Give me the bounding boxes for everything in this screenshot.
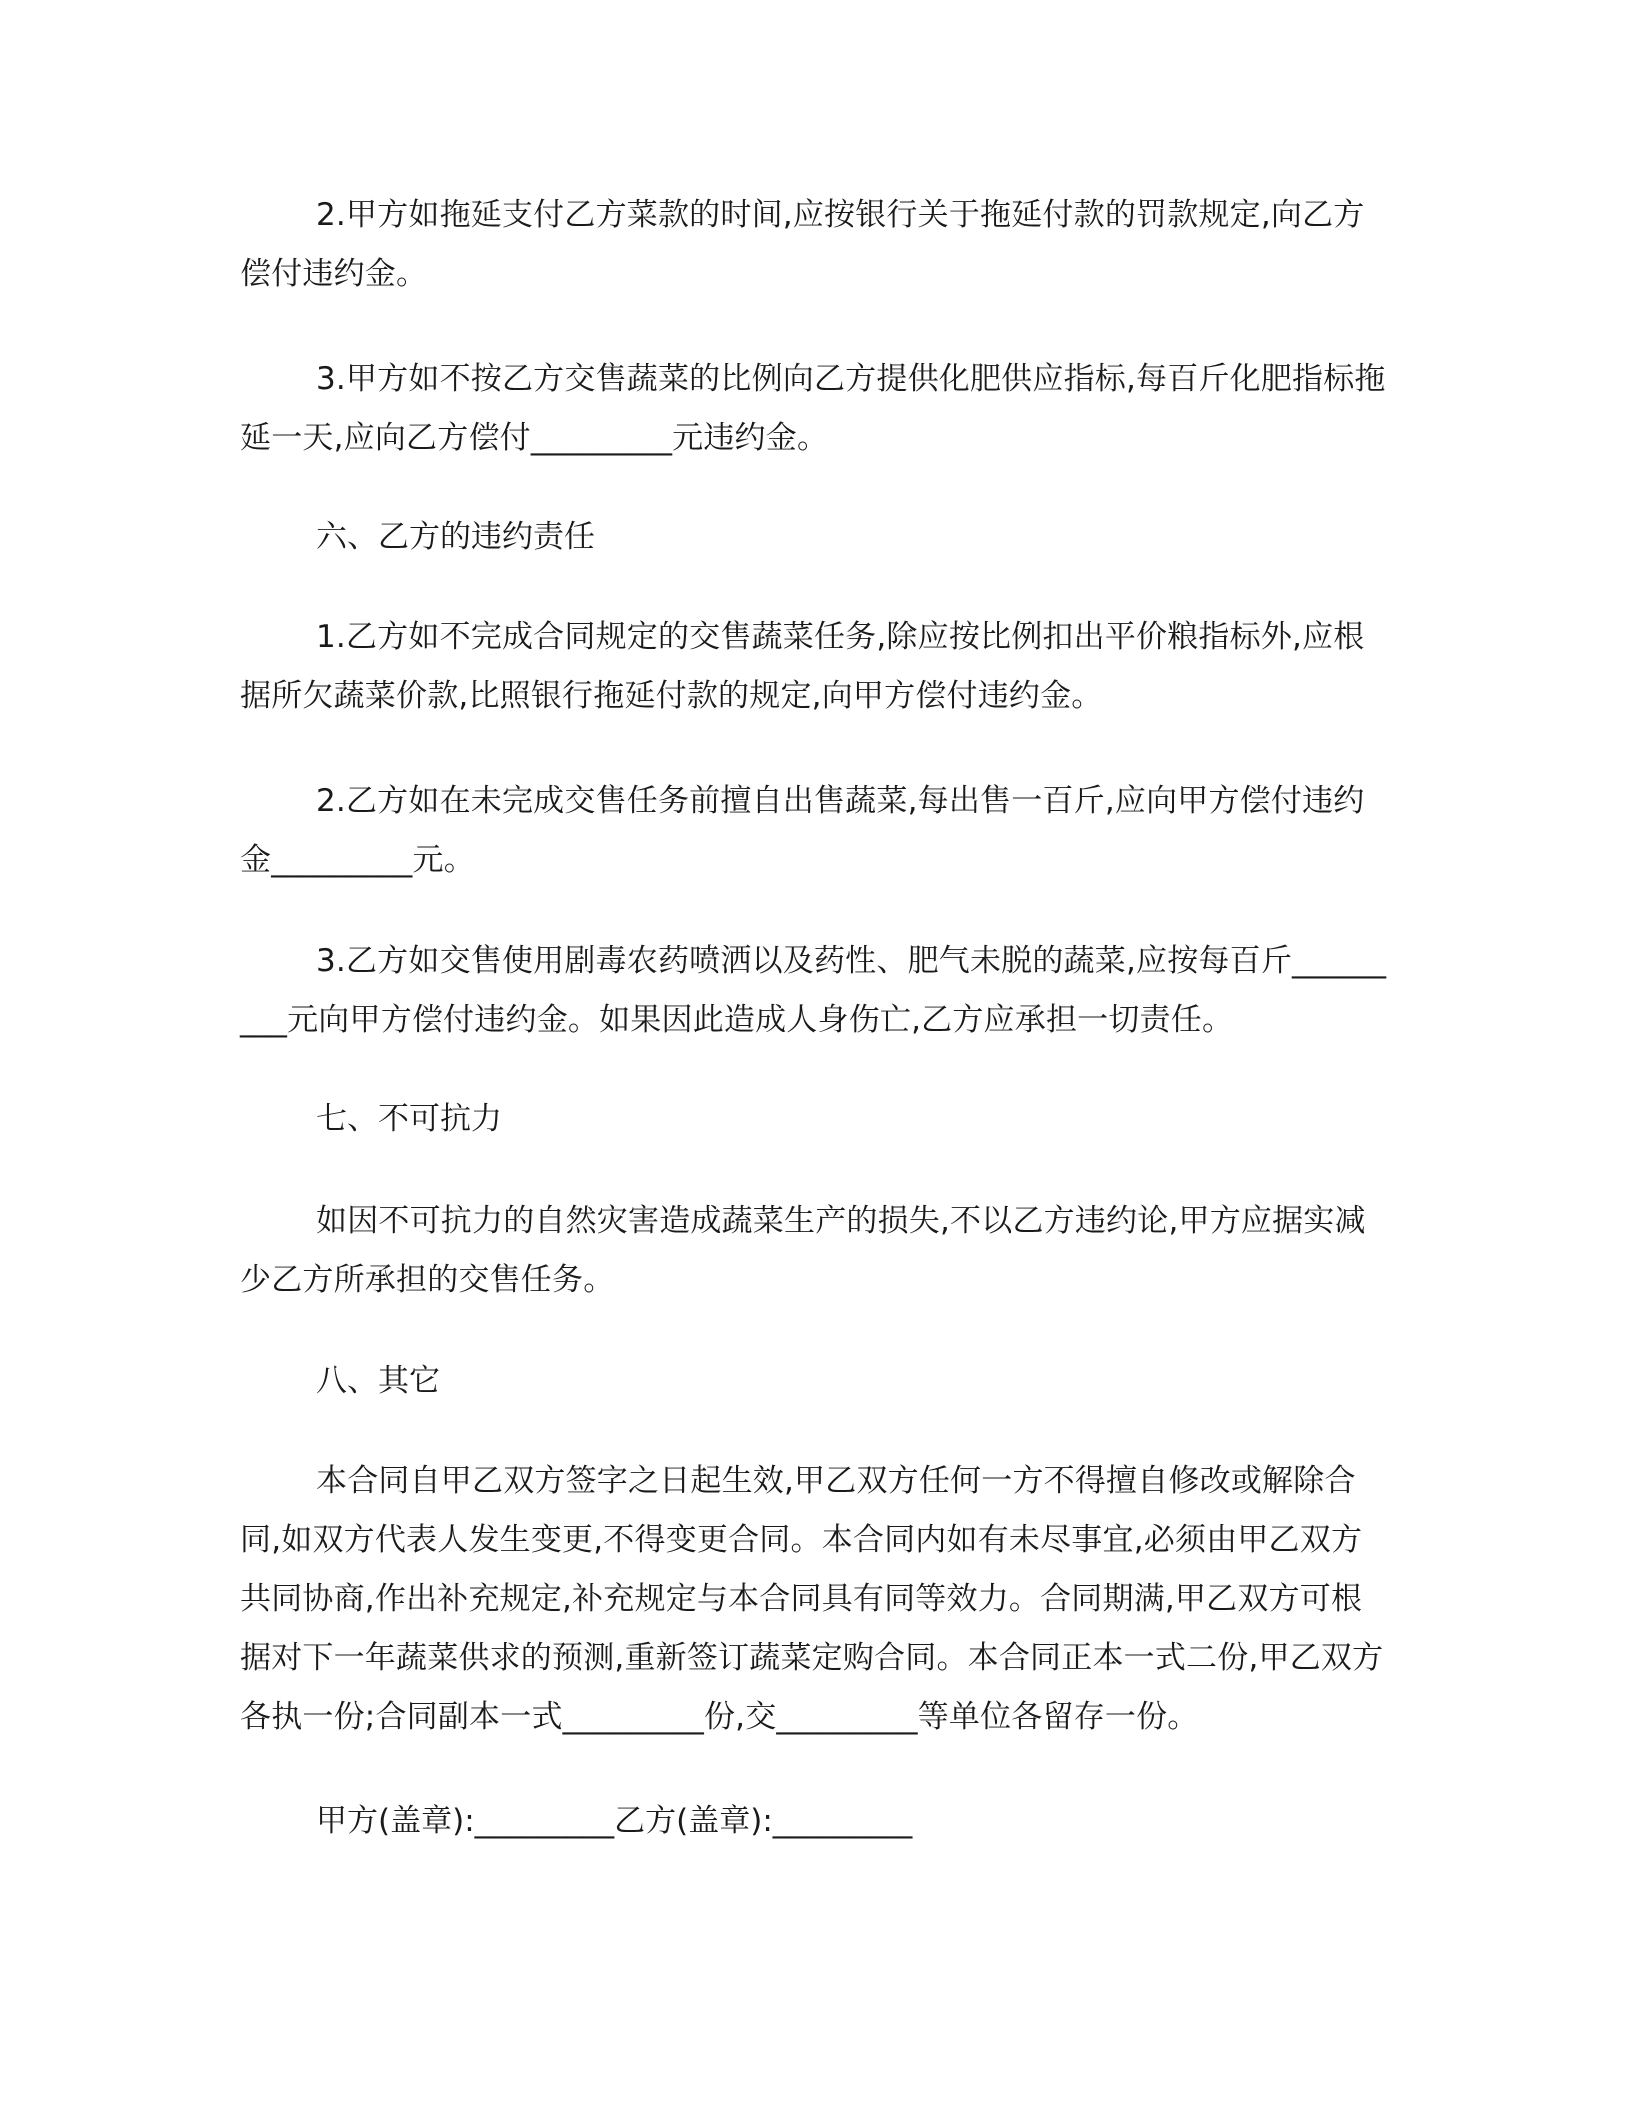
section-heading-party-b-liability: 六、乙方的违约责任 [316, 519, 595, 555]
clause-party-b-incomplete-delivery: 1.乙方如不完成合同规定的交售蔬菜任务,除应按比例扣出平价粮指标外,应根据所欠蔬菜价款,比照银行拖延付款的规定,向甲方偿付违约金。 [240, 619, 1365, 714]
section-heading-force-majeure: 七、不可抗力 [316, 1101, 502, 1137]
signature-line: 甲方(盖章):_________乙方(盖章):_________ [316, 1803, 913, 1839]
clause-party-a-late-payment: 2.甲方如拖延支付乙方菜款的时间,应按银行关于拖延付款的罚款规定,向乙方偿付违约金。 [240, 197, 1365, 292]
clause-party-a-fertilizer-quota: 3.甲方如不按乙方交售蔬菜的比例向乙方提供化肥供应指标,每百斤化肥指标拖延一天,应向乙方偿付_________元违约金。 [240, 361, 1386, 456]
clause-force-majeure: 如因不可抗力的自然灾害造成蔬菜生产的损失,不以乙方违约论,甲方应据实减少乙方所承担的交售任务。 [240, 1203, 1366, 1298]
clause-party-b-unauthorized-sale: 2.乙方如在未完成交售任务前擅自出售蔬菜,每出售一百斤,应向甲方偿付违约金_________元。 [240, 783, 1365, 878]
clause-other-terms: 本合同自甲乙双方签字之日起生效,甲乙双方任何一方不得擅自修改或解除合同,如双方代表人发生变更,不得变更合同。本合同内如有未尽事宜,必须由甲乙双方共同协商,作出补充规定,补充规定与本合同具有同等效力。合同期满,甲乙双方可根据对下一年蔬菜供求的预测,重新签订蔬菜定购合同。本合同正本一式二份,甲乙双方各执一份;合同副本一式_________份,交_________等单位各留存一份。 [240, 1463, 1384, 1735]
clause-party-b-pesticide: 3.乙方如交售使用剧毒农药喷洒以及药性、肥气未脱的蔬菜,应按每百斤_________元向甲方偿付违约金。如果因此造成人身伤亡,乙方应承担一切责任。 [240, 943, 1387, 1038]
section-heading-other: 八、其它 [316, 1363, 440, 1399]
